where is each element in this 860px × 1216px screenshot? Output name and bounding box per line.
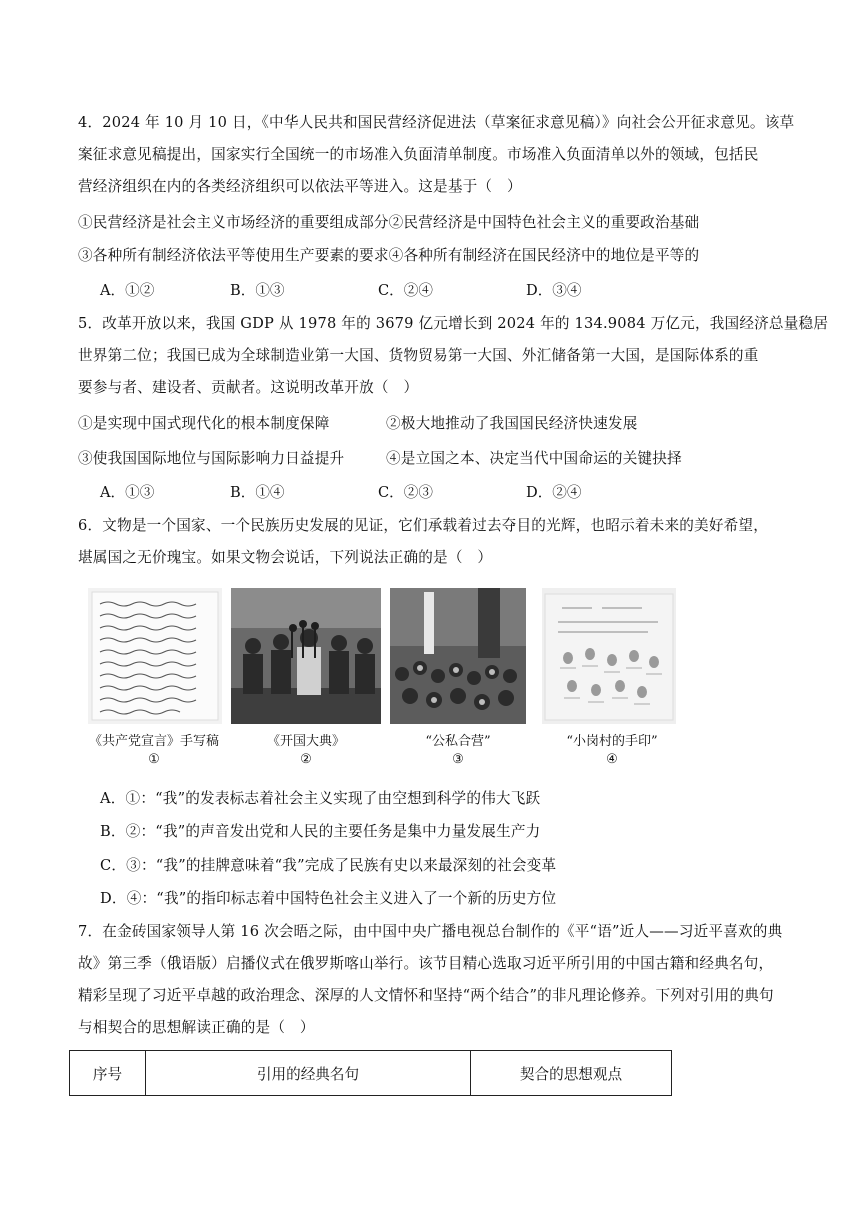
q4-option-d[interactable]: D．③④ [526,282,582,299]
q4-statement-line-1: ①民营经济是社会主义市场经济的重要组成部分②民营经济是中国特色社会主义的重要政治基础 [78,214,700,231]
founding-ceremony-photo [231,588,381,724]
table-header-quote: 引用的经典名句 [146,1051,471,1096]
q6-option-b[interactable]: B．②：“我”的声音发出党和人民的主要任务是集中力量发展生产力 [100,823,541,840]
q5-option-c[interactable]: C．②③ [378,484,433,501]
q5-statement-1: ①是实现中国式现代化的根本制度保障 [78,415,330,432]
q6-option-d[interactable]: D．④：“我”的指印标志着中国特色社会主义进入了一个新的历史方位 [100,890,557,907]
figure-1-number: ① [148,752,160,767]
figure-3-caption: “公私合营” [425,734,491,749]
table-header-number: 序号 [70,1051,146,1096]
q7-table [69,1050,672,1096]
figure-3-number: ③ [452,752,464,767]
figure-1-caption: 《共产党宣言》手写稿 [88,734,219,749]
q7-stem-line-3: 精彩呈现了习近平卓越的政治理念、深厚的人文情怀和坚持“两个结合”的非凡理论修养。下列对引用的典句 [78,987,774,1004]
q5-statement-2: ②极大地推动了我国国民经济快速发展 [386,415,638,432]
q5-option-b[interactable]: B．①④ [230,484,285,501]
q6-stem-line-1: 6．文物是一个国家、一个民族历史发展的见证，它们承载着过去夺目的光辉，也昭示着未来的美好希望， [78,517,769,534]
q7-stem-line-2: 故》第三季（俄语版）启播仪式在俄罗斯喀山举行。该节目精心选取习近平所引用的中国古籍和经典名句， [78,955,774,972]
q5-option-a[interactable]: A．①③ [100,484,155,501]
figure-4-number: ④ [606,752,618,767]
q5-option-d[interactable]: D．②④ [526,484,582,501]
table-header-row [70,1051,672,1096]
q5-stem-line-3: 要参与者、建设者、贡献者。这说明改革开放（ ） [78,379,419,396]
q4-option-a[interactable]: A．①② [100,282,155,299]
q4-statement-line-2: ③各种所有制经济依法平等使用生产要素的要求④各种所有制经济在国民经济中的地位是平等的 [78,247,700,264]
manuscript-photo [88,588,222,724]
q7-stem-line-4: 与相契合的思想解读正确的是（ ） [78,1019,315,1036]
figure-2-caption: 《开国大典》 [266,734,345,749]
q4-option-c[interactable]: C．②④ [378,282,433,299]
q5-statement-4: ④是立国之本、决定当代中国命运的关键抉择 [386,450,682,467]
q6-stem-line-2: 堪属国之无价瑰宝。如果文物会说话，下列说法正确的是（ ） [78,549,493,566]
q5-stem-line-2: 世界第二位；我国已成为全球制造业第一大国、货物贸易第一大国、外汇储备第一大国，是国际体系的重 [78,347,759,364]
q6-option-c[interactable]: C．③：“我”的挂牌意味着“我”完成了民族有史以来最深刻的社会变革 [100,857,557,874]
joint-management-photo [390,588,526,724]
figure-2-number: ② [300,752,312,767]
q4-stem-line-2: 案征求意见稿提出，国家实行全国统一的市场准入负面清单制度。市场准入负面清单以外的领域，包括民 [78,146,759,163]
q4-stem-line-1: 4．2024 年 10 月 10 日，《中华人民共和国民营经济促进法（草案征求意见稿）》向社会公开征求意见。该草 [78,114,795,131]
fingerprint-document-photo [542,588,676,724]
table-header-viewpoint: 契合的思想观点 [471,1051,672,1096]
q4-stem-line-3: 营经济组织在内的各类经济组织可以依法平等进入。这是基于（ ） [78,178,522,195]
figure-4-caption: “小岗村的手印” [566,734,658,749]
q6-option-a[interactable]: A．①：“我”的发表标志着社会主义实现了由空想到科学的伟大飞跃 [100,790,541,807]
q6-artifact-figures [78,588,698,774]
q5-stem-line-1: 5．改革开放以来，我国 GDP 从 1978 年的 3679 亿元增长到 2024 年的 134.9084 万亿元，我国经济总量稳居 [78,315,829,332]
q7-stem-line-1: 7．在金砖国家领导人第 16 次会晤之际，由中国中央广播电视总台制作的《平“语”近人——习近平喜欢的典 [78,923,783,940]
q4-option-b[interactable]: B．①③ [230,282,285,299]
q5-statement-3: ③使我国国际地位与国际影响力日益提升 [78,450,345,467]
